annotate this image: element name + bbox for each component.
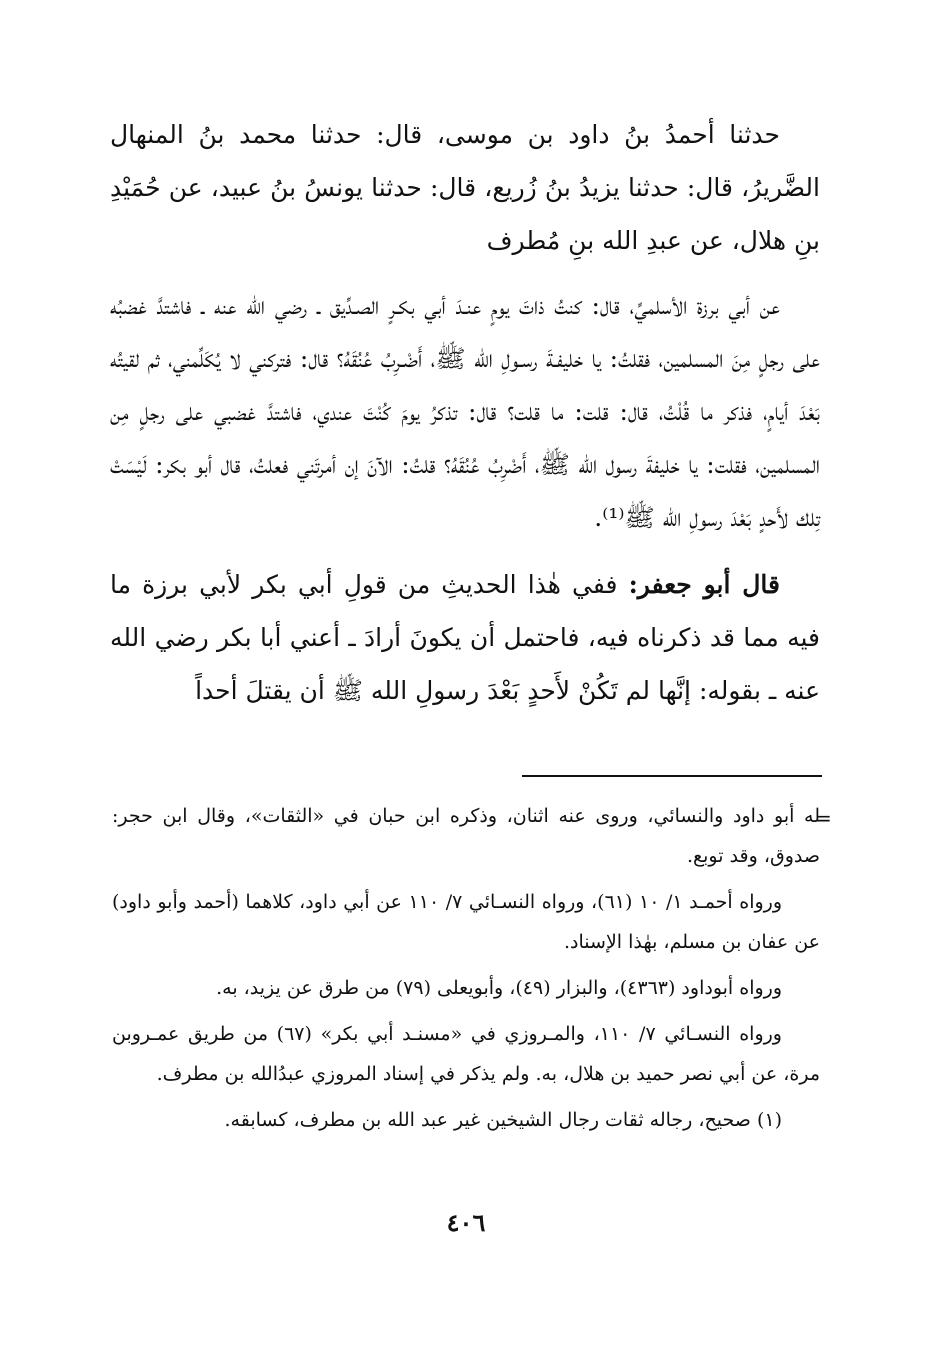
commentary-lead: قال أبو جعفر: (628, 570, 780, 599)
footnote-separator (522, 775, 822, 777)
hadith-paragraph: عن أبي برزة الأسلميِّ، قال: كنتُ ذاتَ يومٍ عنـدَ أبي بكـرٍ الصـدِّيق ـ رضي الله عنه ـ فاشتدَّ غضبُه على رجلٍ مِنَ المسلمين، فقلتُ: يا خليفـةَ رسـولِ الله ﷺ، أَضْـرِبُ عُنُقَهُ؟ قال: فتركني لا يُكَلِّمني، ثم لقيتُه بَعْدَ أيامٍ، فذكر ما قُلْتُ، قال: قلت: ما قلت؟ قال: تذكرُ يومَ كُنْتَ عندي، فاشتدَّ غضبي على رجلٍ مِن المسلمين، فقلت: يا خليفةَ رسول الله ﷺ، أَضْرِبُ عُنُقَهُ؟ قلتُ: الآنَ إن أمرتَني فعلتُ، قال أبو بكر: لَيْسَتْ تِلك لأَحدٍ بَعْدَ رسولِ الله ﷺ⁽¹⁾. (110, 291, 820, 532)
footnote-item: ورواه أحمـد ١/ ١٠ (٦١)، ورواه النسـائي ٧/ ١١٠ عن أبي داود، كلاهما (أحمد وأبو داود) عن عفان بن مسلم، بهٰذا الإسناد. (112, 891, 820, 953)
commentary-text: ففي هٰذا الحديثِ من قولِ أبي بكر لأبي برزة ما فيه مما قد ذكرناه فيه، فاحتمل أن يكونَ أرادَ ـ أعني أبا بكر رضي الله عنه ـ بقوله: إنَّها لم تَكُنْ لأَحدٍ بَعْدَ رسولِ الله ﷺ أن يقتلَ أحداً (110, 570, 820, 705)
footnote-continued: له أبو داود والنسائي، وروى عنه اثنان، وذكره ابن حبان في «الثقات»، وقال ابن حجر: صدوق، وقد توبع. (112, 805, 820, 867)
footnote-item: ورواه النسـائي ٧/ ١١٠، والمـروزي في «مسنـد أبي بكر» (٦٧) من طريق عمـروبن مرة، عن أبي نصر حميد بن هلال، به. ولم يذكر في إسناد المروزي عبدُالله بن مطرف. (112, 1023, 820, 1085)
main-text (110, 108, 820, 717)
footnote-item: ورواه أبوداود (٤٣٦٣)، والبزار (٤٩)، وأبويعلى (٧٩) من طرق عن يزيد، به. (216, 977, 782, 999)
commentary-paragraph (110, 558, 820, 717)
footnote-item: (١) صحيح، رجاله ثقات رجال الشيخين غير عبد الله بن مطرف، كسابقه. (224, 1109, 782, 1131)
page-number: ٤٠٦ (446, 1208, 486, 1237)
footnotes (112, 796, 820, 1146)
footnote-continuation-mark: = (815, 806, 832, 830)
isnad-paragraph: حدثنا أحمدُ بنُ داود بن موسى، قال: حدثنا محمد بنُ المنهال الضَّريرُ، قال: حدثنا يزيدُ بنُ زُريع، قال: حدثنا يونسُ بنُ عبيد، عن حُمَيْدِ بنِ هلال، عن عبدِ الله بنِ مُطرف (110, 120, 820, 255)
